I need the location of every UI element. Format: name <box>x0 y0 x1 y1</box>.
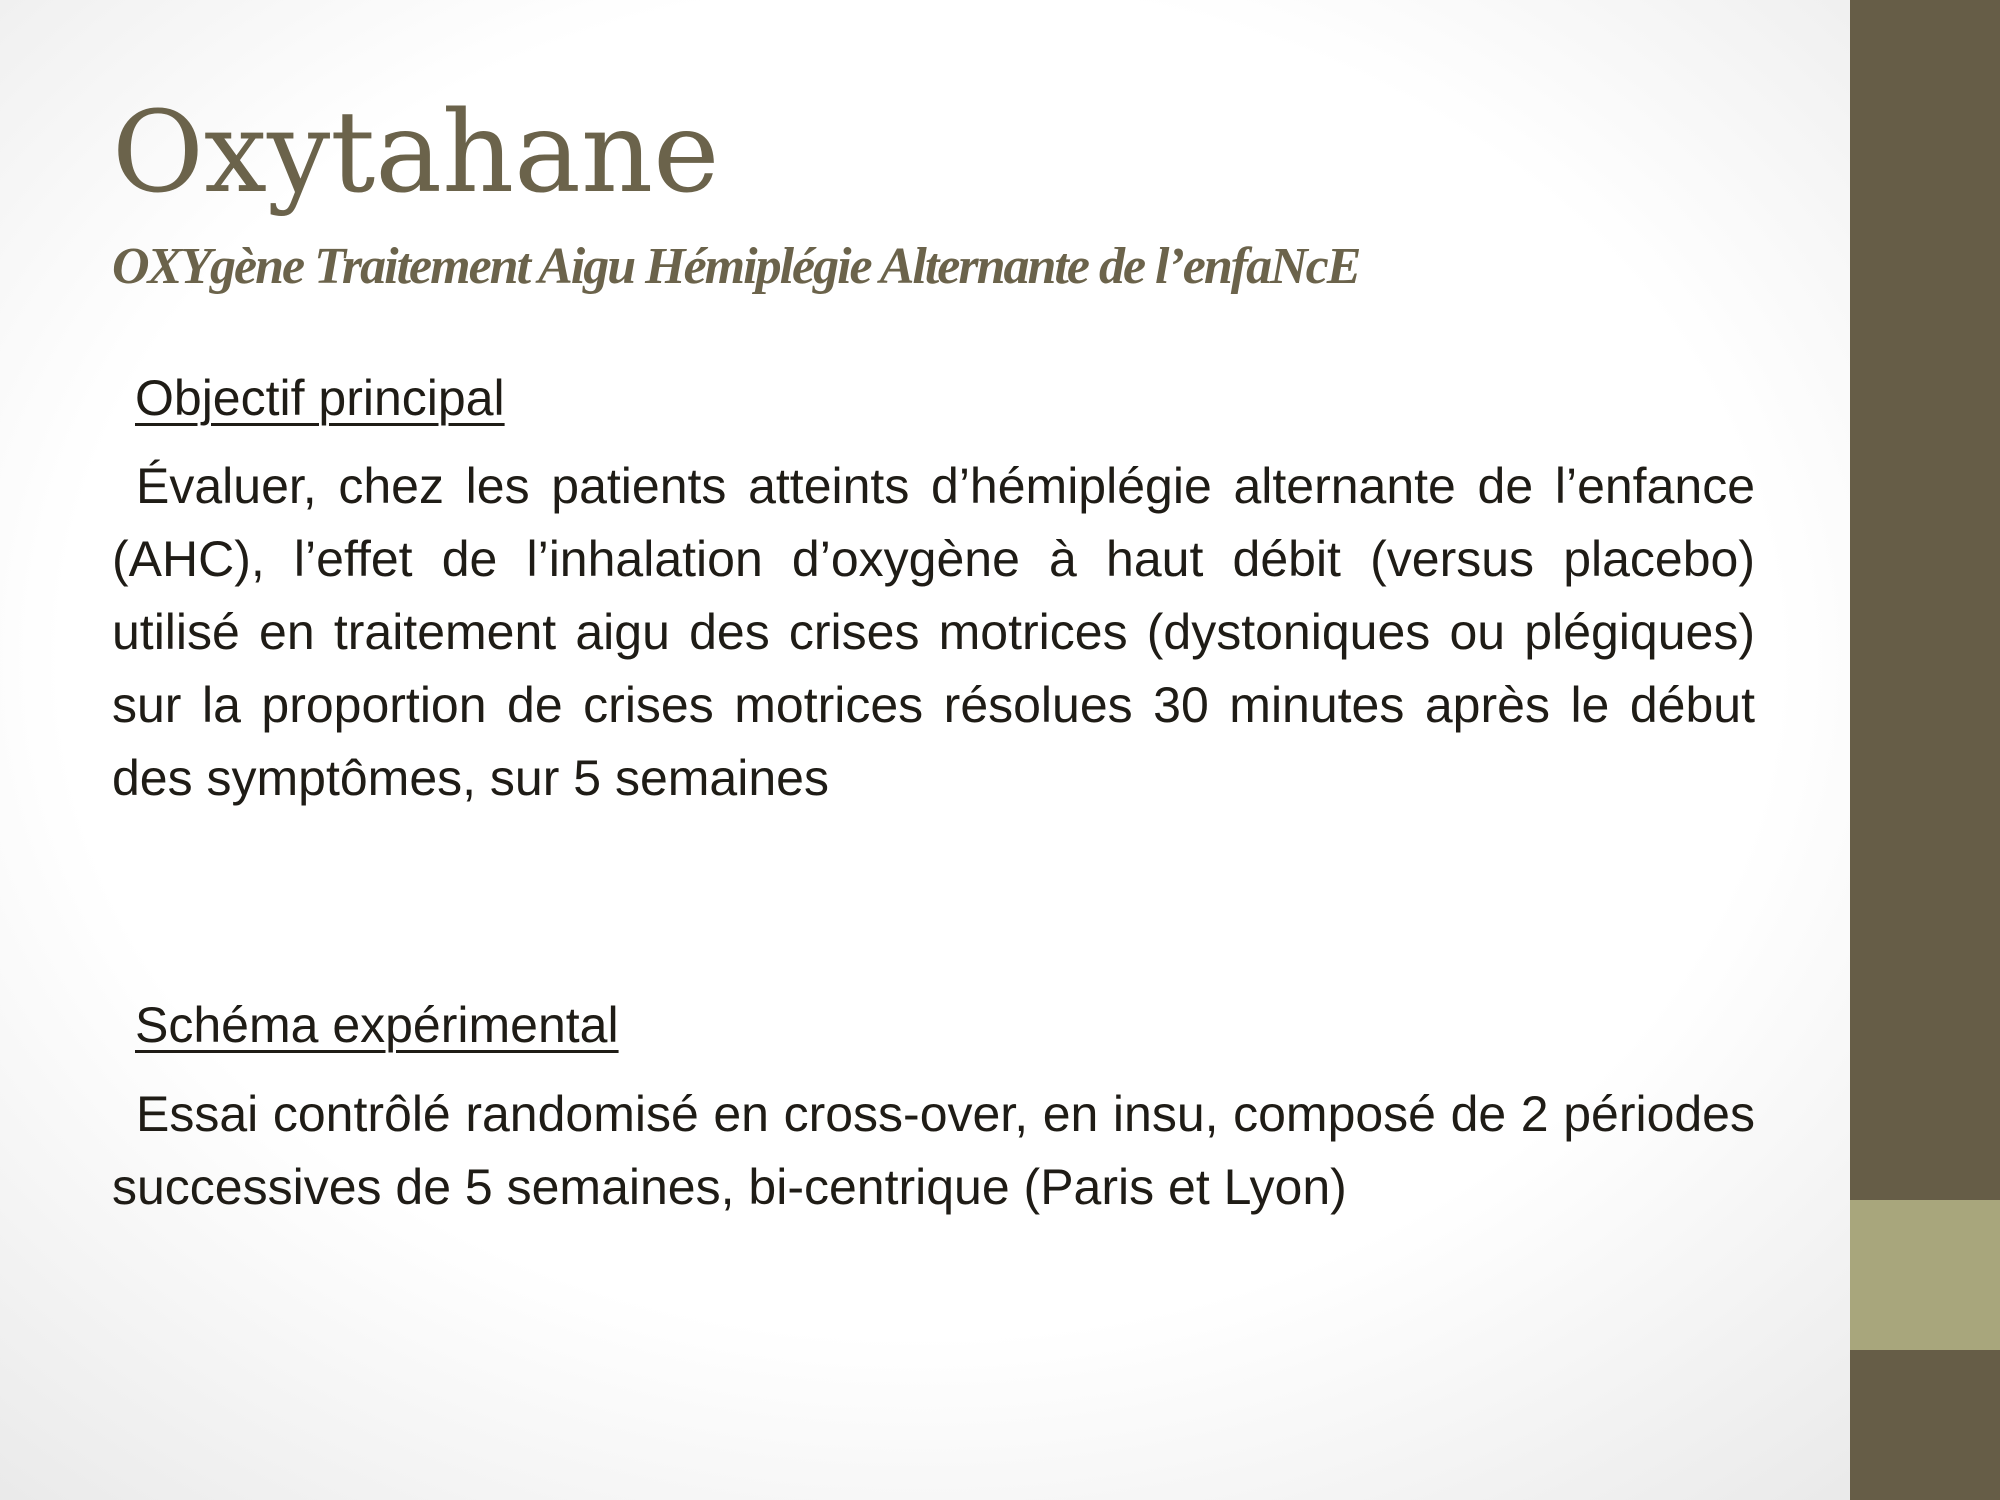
objective-text: Évaluer, chez les patients atteints d’hémiplégie alternante de l’enfance (AHC), l’effet de l’inhalation d’oxygène à haut débit (versus placebo) utilisé en traitement aigu des crises motrices (dystoniques ou plégiques) sur la proportion de crises motrices résolues 30 minutes après le début des symptômes, sur 5 semaines <box>112 458 1755 806</box>
side-bar-accent-block <box>1850 1200 2000 1350</box>
slide-subtitle: OXYgène Traitement Aigu Hémiplégie Alternante de l’enfaNcE <box>112 238 1360 295</box>
objective-heading: Objectif principal <box>135 370 505 426</box>
slide-title: Oxytahane <box>112 88 720 218</box>
design-text: Essai contrôlé randomisé en cross-over, en insu, composé de 2 périodes successives de 5 semaines, bi-centrique (Paris et Lyon) <box>112 1086 1755 1215</box>
design-heading: Schéma expérimental <box>135 997 619 1053</box>
